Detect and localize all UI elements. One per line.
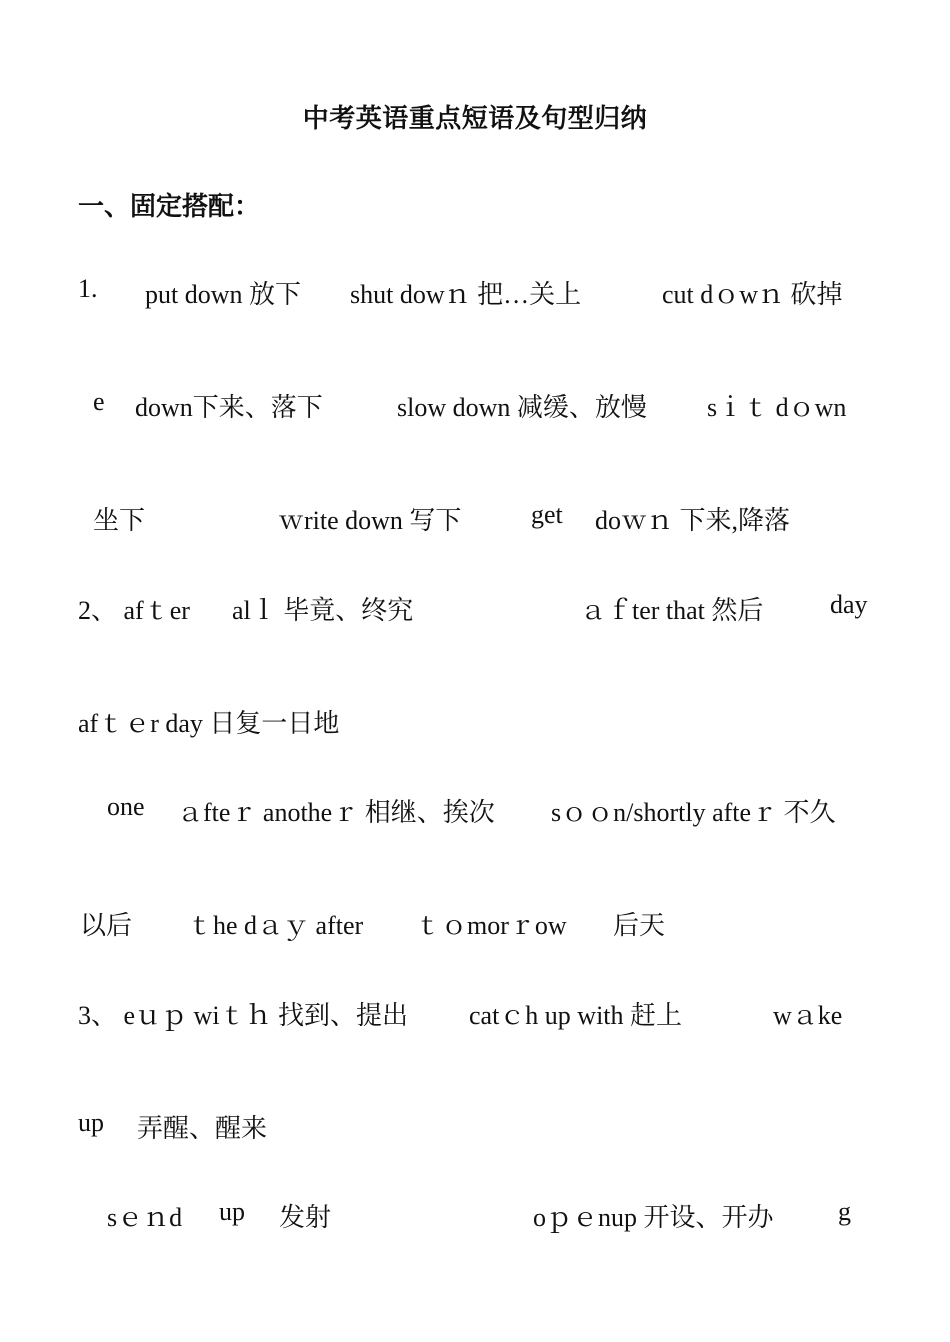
phrase: catｃh up with 赶上	[469, 1001, 683, 1030]
phrase: slow down 减缓、放慢	[397, 393, 647, 422]
phrase: 后天	[613, 911, 666, 940]
phrase: cut dｏwｎ 砍掉	[662, 280, 843, 309]
phrase-line-8	[0, 995, 950, 1035]
phrase-line-5	[0, 703, 950, 743]
phrase: 坐下	[93, 506, 146, 535]
phrase-line-1	[0, 274, 950, 314]
phrase: ａfteｒ anotheｒ 相继、挨次	[177, 798, 495, 827]
phrase: get	[531, 500, 563, 529]
phrase: sｅｎd	[107, 1203, 183, 1232]
phrase: ａｆter that 然后	[580, 596, 764, 625]
phrase: sｉｔ dｏwn	[707, 393, 847, 422]
phrase: one	[107, 792, 145, 821]
phrase: 2、 afｔer	[78, 596, 190, 625]
phrase: 以后	[80, 911, 133, 940]
phrase: alｌ 毕竟、终究	[232, 596, 414, 625]
phrase-line-3	[0, 500, 950, 540]
item-number: 1.	[78, 274, 98, 303]
phrase: ｔhe dａｙ after	[187, 911, 364, 940]
phrase: day	[830, 590, 868, 619]
phrase: 发射	[279, 1203, 332, 1232]
phrase-line-10	[0, 1197, 950, 1237]
phrase: up	[78, 1108, 104, 1137]
section-heading: 一、固定搭配：	[78, 192, 261, 222]
phrase: oｐｅnup 开设、开办	[533, 1203, 774, 1232]
phrase: 弄醒、醒来	[137, 1114, 268, 1143]
phrase: doｗｎ 下来,降落	[595, 506, 791, 535]
phrase: sｏｏn/shortly afteｒ 不久	[551, 798, 836, 827]
phrase: up	[219, 1197, 245, 1226]
phrase: g	[838, 1197, 851, 1226]
phrase-line-2	[0, 387, 950, 427]
phrase-line-9	[0, 1108, 950, 1148]
phrase-line-7	[0, 905, 950, 945]
phrase: put down 放下	[145, 280, 302, 309]
phrase: afｔｅr day 日复一日地	[78, 709, 340, 738]
document-title: 中考英语重点短语及句型归纳	[302, 104, 648, 134]
phrase: wａke	[773, 1001, 843, 1030]
phrase-line-6	[0, 792, 950, 832]
phrase-line-4	[0, 590, 950, 630]
phrase: ｗrite down 写下	[278, 506, 462, 535]
phrase: down下来、落下	[135, 393, 323, 422]
phrase: e	[93, 387, 105, 416]
phrase: 3、 eｕｐ wiｔｈ 找到、提出	[78, 1001, 409, 1030]
phrase: shut dowｎ 把…关上	[350, 280, 582, 309]
phrase: ｔｏmorｒow	[415, 911, 567, 940]
